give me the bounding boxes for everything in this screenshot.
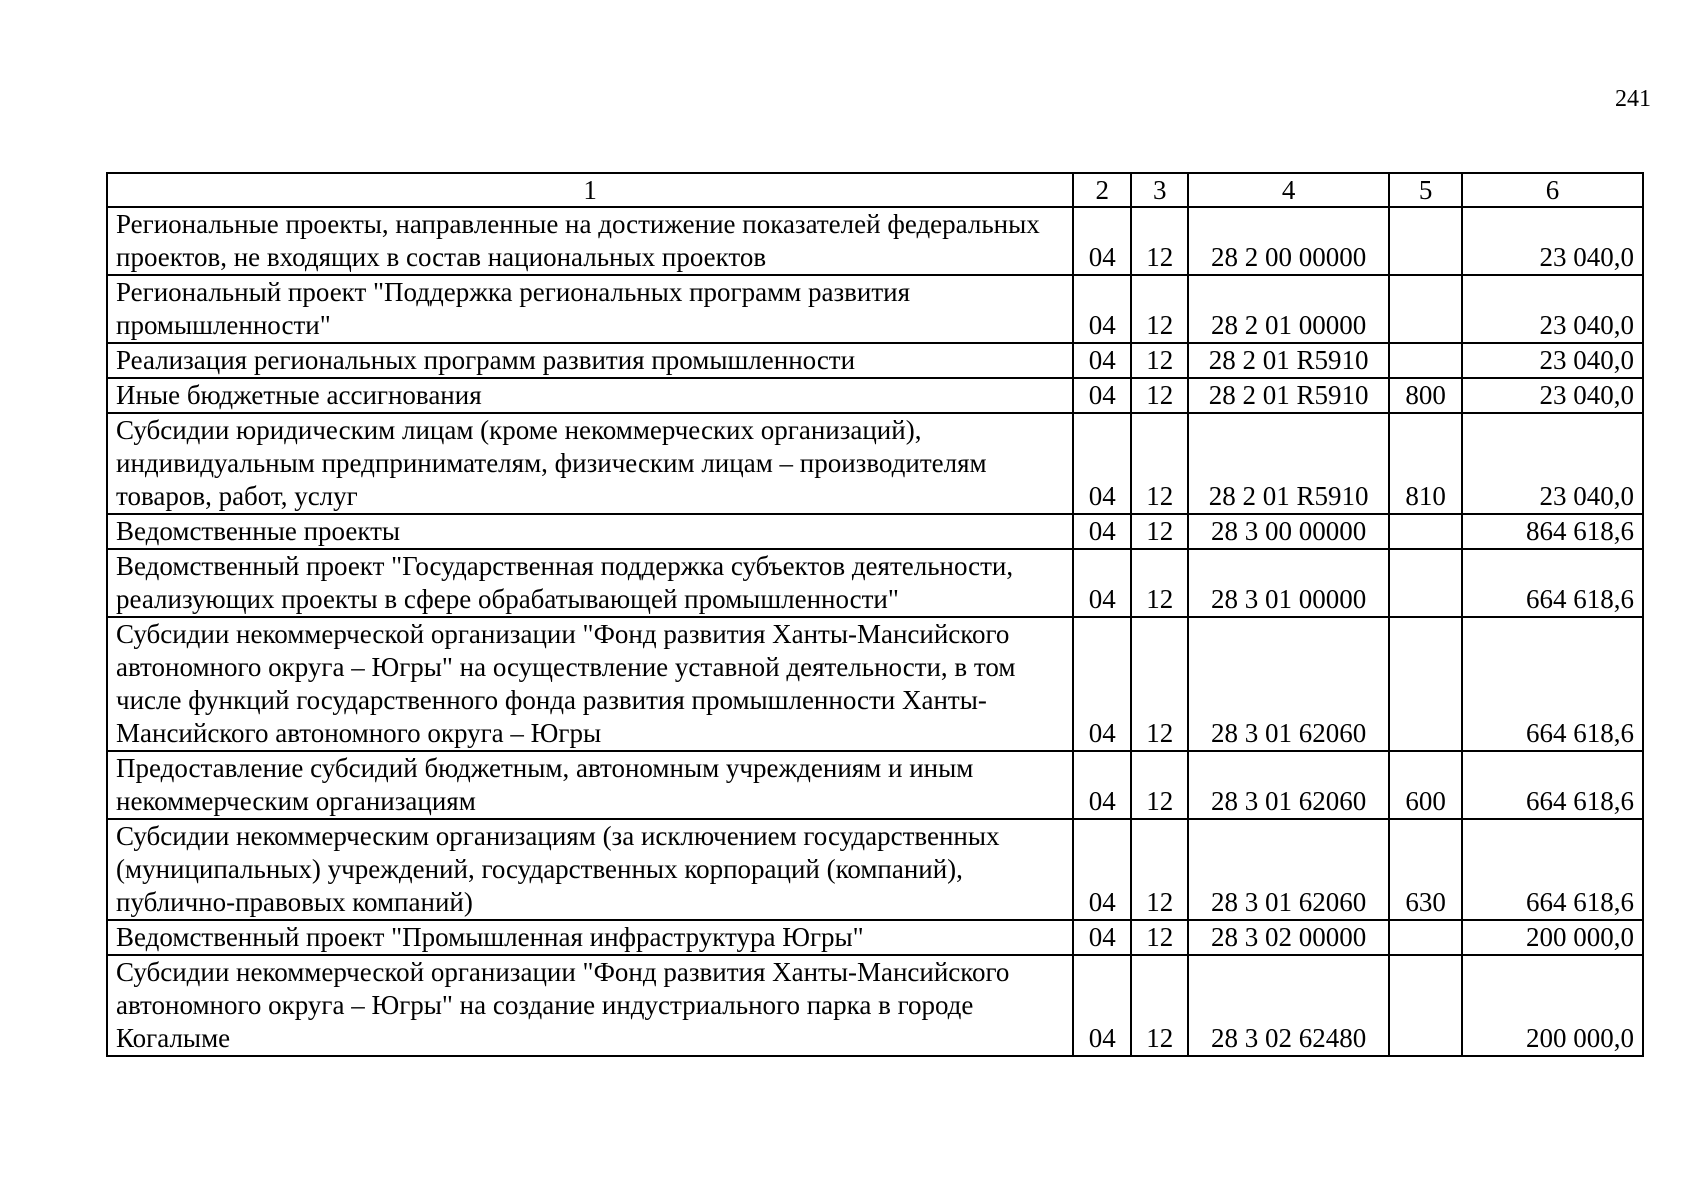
row-subsection: 12 xyxy=(1131,378,1188,413)
row-section: 04 xyxy=(1073,751,1131,819)
row-sum: 23 040,0 xyxy=(1462,275,1643,343)
row-name: Реализация региональных программ развития промышленности xyxy=(107,343,1073,378)
row-sum: 23 040,0 xyxy=(1462,207,1643,275)
row-name: Предоставление субсидий бюджетным, автономным учреждениям и иным некоммерческим организациям xyxy=(107,751,1073,819)
row-section: 04 xyxy=(1073,617,1131,751)
row-expense-type xyxy=(1389,549,1462,617)
row-expense-type xyxy=(1389,920,1462,955)
row-sum: 200 000,0 xyxy=(1462,955,1643,1056)
table-row xyxy=(107,920,1643,955)
row-expense-type: 810 xyxy=(1389,413,1462,514)
table-row xyxy=(107,275,1643,343)
row-subsection: 12 xyxy=(1131,343,1188,378)
table-row xyxy=(107,549,1643,617)
row-subsection: 12 xyxy=(1131,920,1188,955)
row-subsection: 12 xyxy=(1131,514,1188,549)
row-section: 04 xyxy=(1073,549,1131,617)
row-section: 04 xyxy=(1073,343,1131,378)
row-sum: 23 040,0 xyxy=(1462,343,1643,378)
row-sum: 664 618,6 xyxy=(1462,751,1643,819)
row-expense-type: 630 xyxy=(1389,819,1462,920)
row-expense-type: 600 xyxy=(1389,751,1462,819)
table-row xyxy=(107,343,1643,378)
row-expense-type xyxy=(1389,207,1462,275)
row-name: Субсидии юридическим лицам (кроме некоммерческих организаций), индивидуальным предпринимателям, физическим лицам – производителям товаров, работ, услуг xyxy=(107,413,1073,514)
row-subsection: 12 xyxy=(1131,275,1188,343)
row-subsection: 12 xyxy=(1131,751,1188,819)
row-section: 04 xyxy=(1073,819,1131,920)
header-col-2: 2 xyxy=(1073,173,1131,207)
row-target-code: 28 3 01 62060 xyxy=(1188,617,1389,751)
header-col-4: 4 xyxy=(1188,173,1389,207)
row-target-code: 28 3 01 00000 xyxy=(1188,549,1389,617)
row-section: 04 xyxy=(1073,275,1131,343)
header-col-6: 6 xyxy=(1462,173,1643,207)
row-target-code: 28 3 01 62060 xyxy=(1188,751,1389,819)
row-section: 04 xyxy=(1073,955,1131,1056)
row-section: 04 xyxy=(1073,413,1131,514)
row-target-code: 28 3 02 00000 xyxy=(1188,920,1389,955)
row-name: Субсидии некоммерческой организации "Фонд развития Ханты-Мансийского автономного округа – Югры" на создание индустриального парка в городе Когалыме xyxy=(107,955,1073,1056)
budget-table xyxy=(106,172,1644,1057)
row-name: Субсидии некоммерческой организации "Фонд развития Ханты-Мансийского автономного округа – Югры" на осуществление уставной деятельности, в том числе функций государственного фонда развития промышленности Ханты-Мансийского автономного округа – Югры xyxy=(107,617,1073,751)
row-section: 04 xyxy=(1073,378,1131,413)
row-sum: 664 618,6 xyxy=(1462,617,1643,751)
header-col-5: 5 xyxy=(1389,173,1462,207)
row-subsection: 12 xyxy=(1131,955,1188,1056)
table-header-row xyxy=(107,173,1643,207)
row-name: Региональные проекты, направленные на достижение показателей федеральных проектов, не входящих в состав национальных проектов xyxy=(107,207,1073,275)
row-target-code: 28 3 01 62060 xyxy=(1188,819,1389,920)
row-sum: 200 000,0 xyxy=(1462,920,1643,955)
table-row xyxy=(107,819,1643,920)
row-expense-type xyxy=(1389,514,1462,549)
table-row xyxy=(107,514,1643,549)
row-name: Региональный проект "Поддержка региональных программ развития промышленности" xyxy=(107,275,1073,343)
row-section: 04 xyxy=(1073,514,1131,549)
row-expense-type xyxy=(1389,617,1462,751)
table-row xyxy=(107,751,1643,819)
row-expense-type: 800 xyxy=(1389,378,1462,413)
table-row xyxy=(107,413,1643,514)
row-target-code: 28 2 01 R5910 xyxy=(1188,413,1389,514)
row-section: 04 xyxy=(1073,207,1131,275)
row-sum: 864 618,6 xyxy=(1462,514,1643,549)
row-subsection: 12 xyxy=(1131,207,1188,275)
row-name: Иные бюджетные ассигнования xyxy=(107,378,1073,413)
row-target-code: 28 2 01 R5910 xyxy=(1188,378,1389,413)
table-row xyxy=(107,207,1643,275)
row-section: 04 xyxy=(1073,920,1131,955)
row-name: Ведомственный проект "Промышленная инфраструктура Югры" xyxy=(107,920,1073,955)
row-expense-type xyxy=(1389,955,1462,1056)
row-target-code: 28 2 01 R5910 xyxy=(1188,343,1389,378)
row-sum: 23 040,0 xyxy=(1462,413,1643,514)
row-name: Ведомственные проекты xyxy=(107,514,1073,549)
row-name: Ведомственный проект "Государственная поддержка субъектов деятельности, реализующих проекты в сфере обрабатывающей промышленности" xyxy=(107,549,1073,617)
row-target-code: 28 3 02 62480 xyxy=(1188,955,1389,1056)
table-row xyxy=(107,378,1643,413)
row-target-code: 28 2 00 00000 xyxy=(1188,207,1389,275)
row-sum: 23 040,0 xyxy=(1462,378,1643,413)
row-target-code: 28 2 01 00000 xyxy=(1188,275,1389,343)
page-number: 241 xyxy=(1615,86,1651,112)
header-col-3: 3 xyxy=(1131,173,1188,207)
table-row xyxy=(107,955,1643,1056)
row-expense-type xyxy=(1389,343,1462,378)
table-row xyxy=(107,617,1643,751)
row-expense-type xyxy=(1389,275,1462,343)
header-col-1: 1 xyxy=(107,173,1073,207)
row-name: Субсидии некоммерческим организациям (за исключением государственных (муниципальных) учреждений, государственных корпораций (компаний), публично-правовых компаний) xyxy=(107,819,1073,920)
row-subsection: 12 xyxy=(1131,617,1188,751)
row-target-code: 28 3 00 00000 xyxy=(1188,514,1389,549)
row-sum: 664 618,6 xyxy=(1462,549,1643,617)
row-subsection: 12 xyxy=(1131,413,1188,514)
row-subsection: 12 xyxy=(1131,819,1188,920)
row-subsection: 12 xyxy=(1131,549,1188,617)
row-sum: 664 618,6 xyxy=(1462,819,1643,920)
